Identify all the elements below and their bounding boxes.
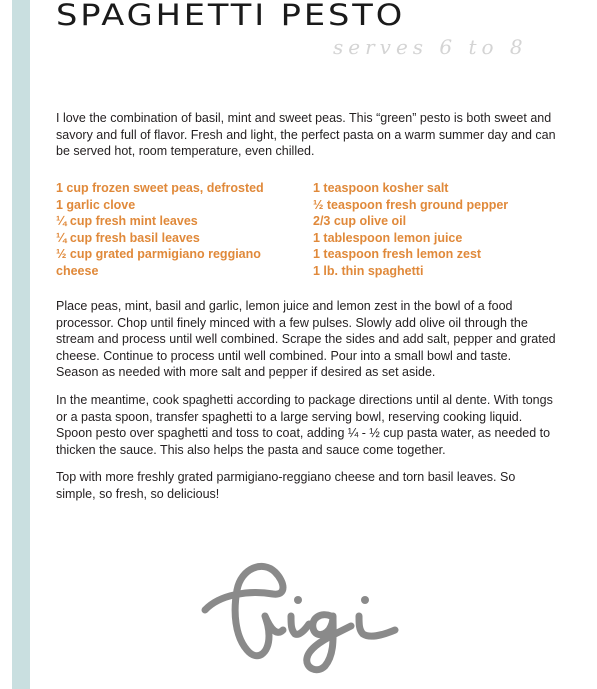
intro-paragraph: I love the combination of basil, mint and sweet peas. This “green” pesto is both sweet and savory and full of flavor. Fresh and light, the perfect pasta on a warm summer day and can be served hot, room temperature, even chilled. xyxy=(56,111,556,158)
ingredients-left-column xyxy=(56,180,306,280)
ingredient-item: 1 teaspoon fresh lemon zest xyxy=(313,247,482,262)
ingredients-right-column xyxy=(313,180,573,280)
gigi-signature xyxy=(195,550,405,675)
ingredient-item: 1 cup frozen sweet peas, defrosted xyxy=(56,181,264,195)
ingredient-item: ¼ cup fresh basil leaves xyxy=(56,230,200,245)
directions-paragraph-2: In the meantime, cook spaghetti according to package directions until al dente. With tongs or a pasta spoon, transfer spaghetti to a large serving bowl, reserving cooking liquid. Spoon pesto over spaghetti and toss to coat, adding ¼ - ½ cup pasta water, as needed to thicken the sauce. This also helps the pasta and sauce come together. xyxy=(56,393,553,457)
recipe-title: SPAGHETTI PESTO xyxy=(56,0,406,32)
directions-paragraph-3: Top with more freshly grated parmigiano-reggiano cheese and torn basil leaves. So simple, so fresh, so delicious! xyxy=(56,470,516,501)
ingredient-item: 1 lb. thin spaghetti xyxy=(313,263,424,278)
serves-note: serves 6 to 8 xyxy=(333,35,528,59)
decorative-side-bar xyxy=(12,0,30,689)
ingredient-item: 1 teaspoon kosher salt xyxy=(313,181,449,195)
ingredient-item: ¼ cup fresh mint leaves xyxy=(56,214,198,229)
ingredient-item: 1 garlic clove xyxy=(56,197,136,212)
ingredient-item: 2/3 cup olive oil xyxy=(313,214,407,229)
ingredient-item: ½ teaspoon fresh ground pepper xyxy=(313,197,509,212)
ingredient-item: 1 tablespoon lemon juice xyxy=(313,230,463,245)
directions-paragraph-1: Place peas, mint, basil and garlic, lemon juice and lemon zest in the bowl of a food processor. Chop until finely minced with a few pulses. Slowly add olive oil through the stream and process until well combined. Scrape the sides and add salt, pepper and grated cheese. Continue to process until well combined. Pour into a small bowl and taste. Season as needed with more salt and pepper if desired as set aside. xyxy=(56,299,556,379)
ingredient-item: ½ cup grated parmigiano reggiano cheese xyxy=(56,247,261,278)
